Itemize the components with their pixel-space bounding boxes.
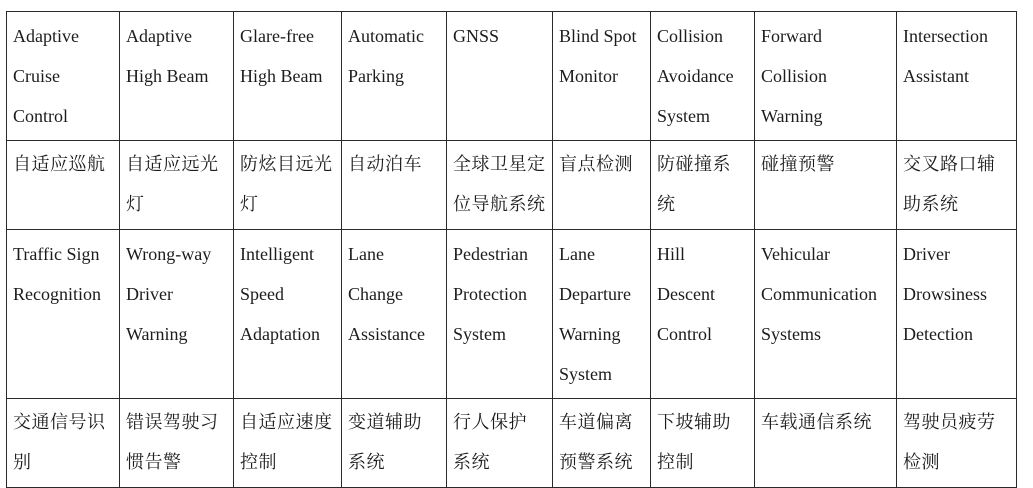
- term-line: Avoidance: [657, 66, 734, 86]
- term-line: 别: [13, 452, 32, 473]
- chinese-term-cell: [234, 399, 342, 488]
- chinese-term-cell: [651, 399, 755, 488]
- english-term-cell: [897, 230, 1017, 399]
- term-line: Automatic: [348, 26, 424, 46]
- term-line: Monitor: [559, 66, 619, 86]
- term-line: Adaptation: [240, 324, 320, 344]
- term-line: GNSS: [453, 26, 500, 46]
- term-line: 控制: [240, 452, 277, 473]
- term-line: Warning: [559, 324, 621, 344]
- term-line: Detection: [903, 324, 973, 344]
- term-line: 系统: [453, 452, 490, 473]
- term-line: Adaptive: [126, 26, 192, 46]
- chinese-term-cell: [897, 141, 1017, 230]
- term-line: 交叉路口辅: [903, 154, 996, 175]
- term-line: Warning: [761, 106, 823, 126]
- term-line: 防碰撞系: [657, 154, 731, 175]
- english-term-cell: [651, 12, 755, 141]
- term-line: Change: [348, 284, 403, 304]
- term-line: Intersection: [903, 26, 988, 46]
- term-line: 防炫目远光: [240, 154, 333, 175]
- term-line: 交通信号识: [13, 412, 106, 433]
- term-line: 车道偏离: [559, 412, 633, 433]
- english-term-cell: [7, 230, 120, 399]
- chinese-term-cell: [447, 399, 553, 488]
- term-line: 系统: [348, 452, 385, 473]
- term-line: System: [657, 106, 711, 126]
- english-term-cell: [120, 12, 234, 141]
- term-line: Cruise: [13, 66, 60, 86]
- term-line: Pedestrian: [453, 244, 528, 264]
- chinese-term-cell: [553, 399, 651, 488]
- term-line: Adaptive: [13, 26, 79, 46]
- term-line: 下坡辅助: [657, 412, 731, 433]
- term-line: Communication: [761, 284, 877, 304]
- term-line: 碰撞预警: [761, 154, 835, 175]
- term-line: Hill: [657, 244, 686, 264]
- term-line: Lane: [348, 244, 384, 264]
- term-line: Collision: [761, 66, 828, 86]
- term-line: System: [453, 324, 507, 344]
- term-line: Descent: [657, 284, 715, 304]
- term-line: High Beam: [240, 66, 323, 86]
- term-line: 统: [657, 194, 676, 215]
- chinese-term-cell: [755, 399, 897, 488]
- chinese-term-cell: [897, 399, 1017, 488]
- chinese-term-cell: [447, 141, 553, 230]
- chinese-term-row: [7, 399, 1017, 488]
- english-term-cell: [342, 230, 447, 399]
- english-term-cell: [553, 12, 651, 141]
- term-line: Control: [657, 324, 713, 344]
- chinese-term-cell: [234, 141, 342, 230]
- english-term-cell: [651, 230, 755, 399]
- english-term-cell: [447, 12, 553, 141]
- term-line: Protection: [453, 284, 527, 304]
- english-term-cell: [234, 230, 342, 399]
- term-line: 行人保护: [453, 412, 527, 433]
- english-term-cell: [755, 230, 897, 399]
- term-line: Parking: [348, 66, 404, 86]
- english-term-cell: [120, 230, 234, 399]
- term-line: Warning: [126, 324, 188, 344]
- term-line: Assistant: [903, 66, 970, 86]
- english-term-cell: [7, 12, 120, 141]
- term-line: Assistance: [348, 324, 425, 344]
- term-line: 自适应巡航: [13, 154, 106, 175]
- term-line: Drowsiness: [903, 284, 987, 304]
- term-line: 错误驾驶习: [126, 412, 219, 433]
- term-line: 检测: [903, 452, 940, 473]
- chinese-term-cell: [651, 141, 755, 230]
- term-line: Driver: [903, 244, 950, 264]
- term-line: 助系统: [903, 194, 959, 215]
- english-term-cell: [447, 230, 553, 399]
- chinese-term-cell: [120, 141, 234, 230]
- term-line: System: [559, 364, 613, 384]
- term-line: Wrong-way: [126, 244, 212, 264]
- glossary-body: [7, 12, 1017, 488]
- term-line: 控制: [657, 452, 694, 473]
- term-line: 位导航系统: [453, 194, 546, 215]
- term-line: 灯: [240, 194, 259, 215]
- chinese-term-cell: [755, 141, 897, 230]
- term-line: Glare-free: [240, 26, 314, 46]
- term-line: Vehicular: [761, 244, 830, 264]
- adas-glossary-table: [6, 11, 1017, 488]
- term-line: 盲点检测: [559, 154, 633, 175]
- term-line: Collision: [657, 26, 724, 46]
- term-line: 全球卫星定: [453, 154, 546, 175]
- chinese-term-cell: [553, 141, 651, 230]
- term-line: Departure: [559, 284, 631, 304]
- term-line: 驾驶员疲劳: [903, 412, 996, 433]
- term-line: Systems: [761, 324, 822, 344]
- term-line: Traffic Sign: [13, 244, 100, 264]
- term-line: 变道辅助: [348, 412, 422, 433]
- term-line: Blind Spot: [559, 26, 637, 46]
- english-term-cell: [342, 12, 447, 141]
- english-term-cell: [234, 12, 342, 141]
- term-line: 自适应速度: [240, 412, 333, 433]
- term-line: 预警系统: [559, 452, 633, 473]
- chinese-term-row: [7, 141, 1017, 230]
- term-line: Intelligent: [240, 244, 314, 264]
- term-line: 灯: [126, 194, 145, 215]
- term-line: Forward: [761, 26, 822, 46]
- term-line: 车载通信系统: [761, 412, 872, 433]
- term-line: High Beam: [126, 66, 209, 86]
- english-term-cell: [755, 12, 897, 141]
- chinese-term-cell: [342, 399, 447, 488]
- english-term-cell: [897, 12, 1017, 141]
- english-term-cell: [553, 230, 651, 399]
- chinese-term-cell: [342, 141, 447, 230]
- term-line: Speed: [240, 284, 284, 304]
- term-line: 自动泊车: [348, 154, 422, 175]
- term-line: Lane: [559, 244, 595, 264]
- chinese-term-cell: [7, 141, 120, 230]
- english-term-row: [7, 12, 1017, 141]
- term-line: 自适应远光: [126, 154, 219, 175]
- chinese-term-cell: [7, 399, 120, 488]
- english-term-row: [7, 230, 1017, 399]
- term-line: Control: [13, 106, 69, 126]
- term-line: 惯告警: [126, 452, 182, 473]
- term-line: Driver: [126, 284, 173, 304]
- term-line: Recognition: [13, 284, 101, 304]
- chinese-term-cell: [120, 399, 234, 488]
